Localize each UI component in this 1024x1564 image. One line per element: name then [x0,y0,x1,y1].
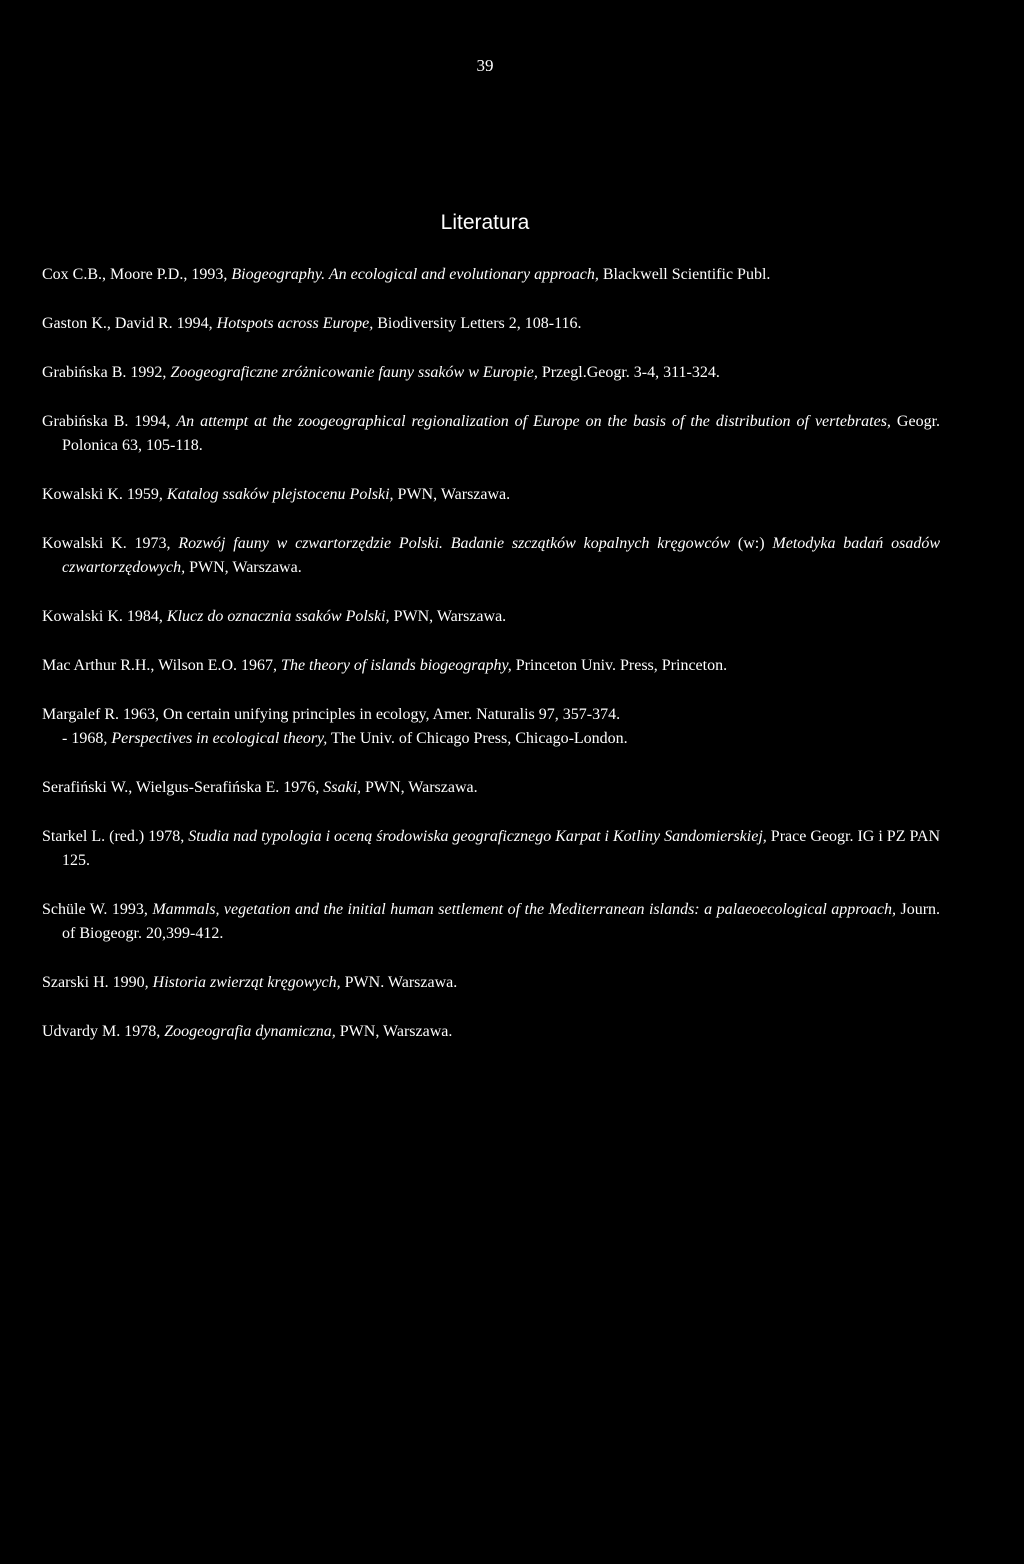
reference-title: Katalog ssaków plejstocenu Polski, [166,486,394,503]
reference-title: Rozwój fauny w czwartorzędzie Polski. Badanie szczątków kopalnych kręgowców [178,535,731,552]
reference-publisher: On certain unifying principles in ecology, Amer. Naturalis 97, 357-374. [163,706,621,723]
reference-publisher: Blackwell Scientific Publ. [602,266,771,283]
reference-title: Zoogeografia dynamiczna, [164,1023,336,1040]
reference-item [42,727,940,751]
section-heading: Literatura [440,211,530,234]
reference-item [42,654,940,678]
reference-publisher: Prace Geogr. IG i PZ PAN 125. [62,828,941,869]
reference-title: Hotspots across Europe, [216,315,374,332]
reference-title-secondary: Metodyka badań osadów czwartorzędowych, [62,535,940,576]
reference-item [42,263,940,287]
reference-author: Grabińska B. 1992, [42,364,167,381]
reference-item [42,1020,940,1044]
reference-item [42,898,940,946]
reference-title: Historia zwierząt kręgowych, [152,974,341,991]
reference-author: Grabińska B. 1994, [42,413,171,430]
reference-publisher: PWN, Warszawa. [365,779,478,796]
reference-author: Cox C.B., Moore P.D., 1993, [42,266,228,283]
reference-author: Serafiński W., Wielgus-Serafińska E. 1976, [42,779,320,796]
reference-publisher: PWN, Warszawa. [339,1023,453,1040]
reference-author: Udvardy M. 1978, [42,1023,161,1040]
reference-publisher: PWN. Warszawa. [344,974,458,991]
reference-publisher: PWN, Warszawa. [397,486,511,503]
reference-title: The theory of islands biogeography, [281,657,512,674]
reference-publisher: PWN, Warszawa. [393,608,507,625]
reference-author: Kowalski K. 1973, [42,535,171,552]
reference-title: Zoogeograficzne zróżnicowanie fauny ssaków w Europie, [170,364,538,381]
reference-publisher: Przegl.Geogr. 3-4, 311-324. [541,364,720,381]
reference-publisher: PWN, Warszawa. [189,559,302,576]
reference-item [42,703,940,727]
reference-item [42,361,940,385]
reference-item [42,776,940,800]
reference-note: (w:) [737,535,765,552]
reference-title: Ssaki, [323,779,362,796]
reference-item [42,532,940,580]
reference-author: Gaston K., David R. 1994, [42,315,213,332]
reference-title: An attempt at the zoogeographical regionalization of Europe on the basis of the distribution of vertebrates, [176,413,891,430]
reference-publisher: Biodiversity Letters 2, 108-116. [377,315,582,332]
reference-author: Schüle W. 1993, [42,901,148,918]
reference-item [42,410,940,458]
reference-item [42,825,940,873]
reference-list [42,263,940,1069]
reference-item [42,483,940,507]
reference-author: Kowalski K. 1959, [42,486,163,503]
page-number: 39 [476,56,494,75]
reference-title: Mammals, vegetation and the initial human settlement of the Mediterranean islands: a palaeoecological approach, [152,901,896,918]
reference-item [42,312,940,336]
reference-title: Perspectives in ecological theory, [111,730,328,747]
reference-author: Margalef R. 1963, [42,706,160,723]
reference-publisher: Journ. of Biogeogr. 20,399-412. [62,901,941,942]
reference-publisher: Princeton Univ. Press, Princeton. [515,657,728,674]
reference-item [42,971,940,995]
reference-author: - 1968, [62,730,108,747]
reference-title: Biogeography. An ecological and evolutionary approach, [231,266,599,283]
reference-author: Starkel L. (red.) 1978, [42,828,185,845]
reference-publisher: Geogr. Polonica 63, 105-118. [62,413,941,454]
reference-publisher: The Univ. of Chicago Press, Chicago-London. [330,730,628,747]
reference-author: Szarski H. 1990, [42,974,149,991]
reference-author: Mac Arthur R.H., Wilson E.O. 1967, [42,657,278,674]
reference-author: Kowalski K. 1984, [42,608,163,625]
reference-title: Klucz do oznacznia ssaków Polski, [166,608,390,625]
reference-item [42,605,940,629]
reference-title: Studia nad typologia i oceną środowiska geograficznego Karpat i Kotliny Sandomierskiej, [188,828,767,845]
